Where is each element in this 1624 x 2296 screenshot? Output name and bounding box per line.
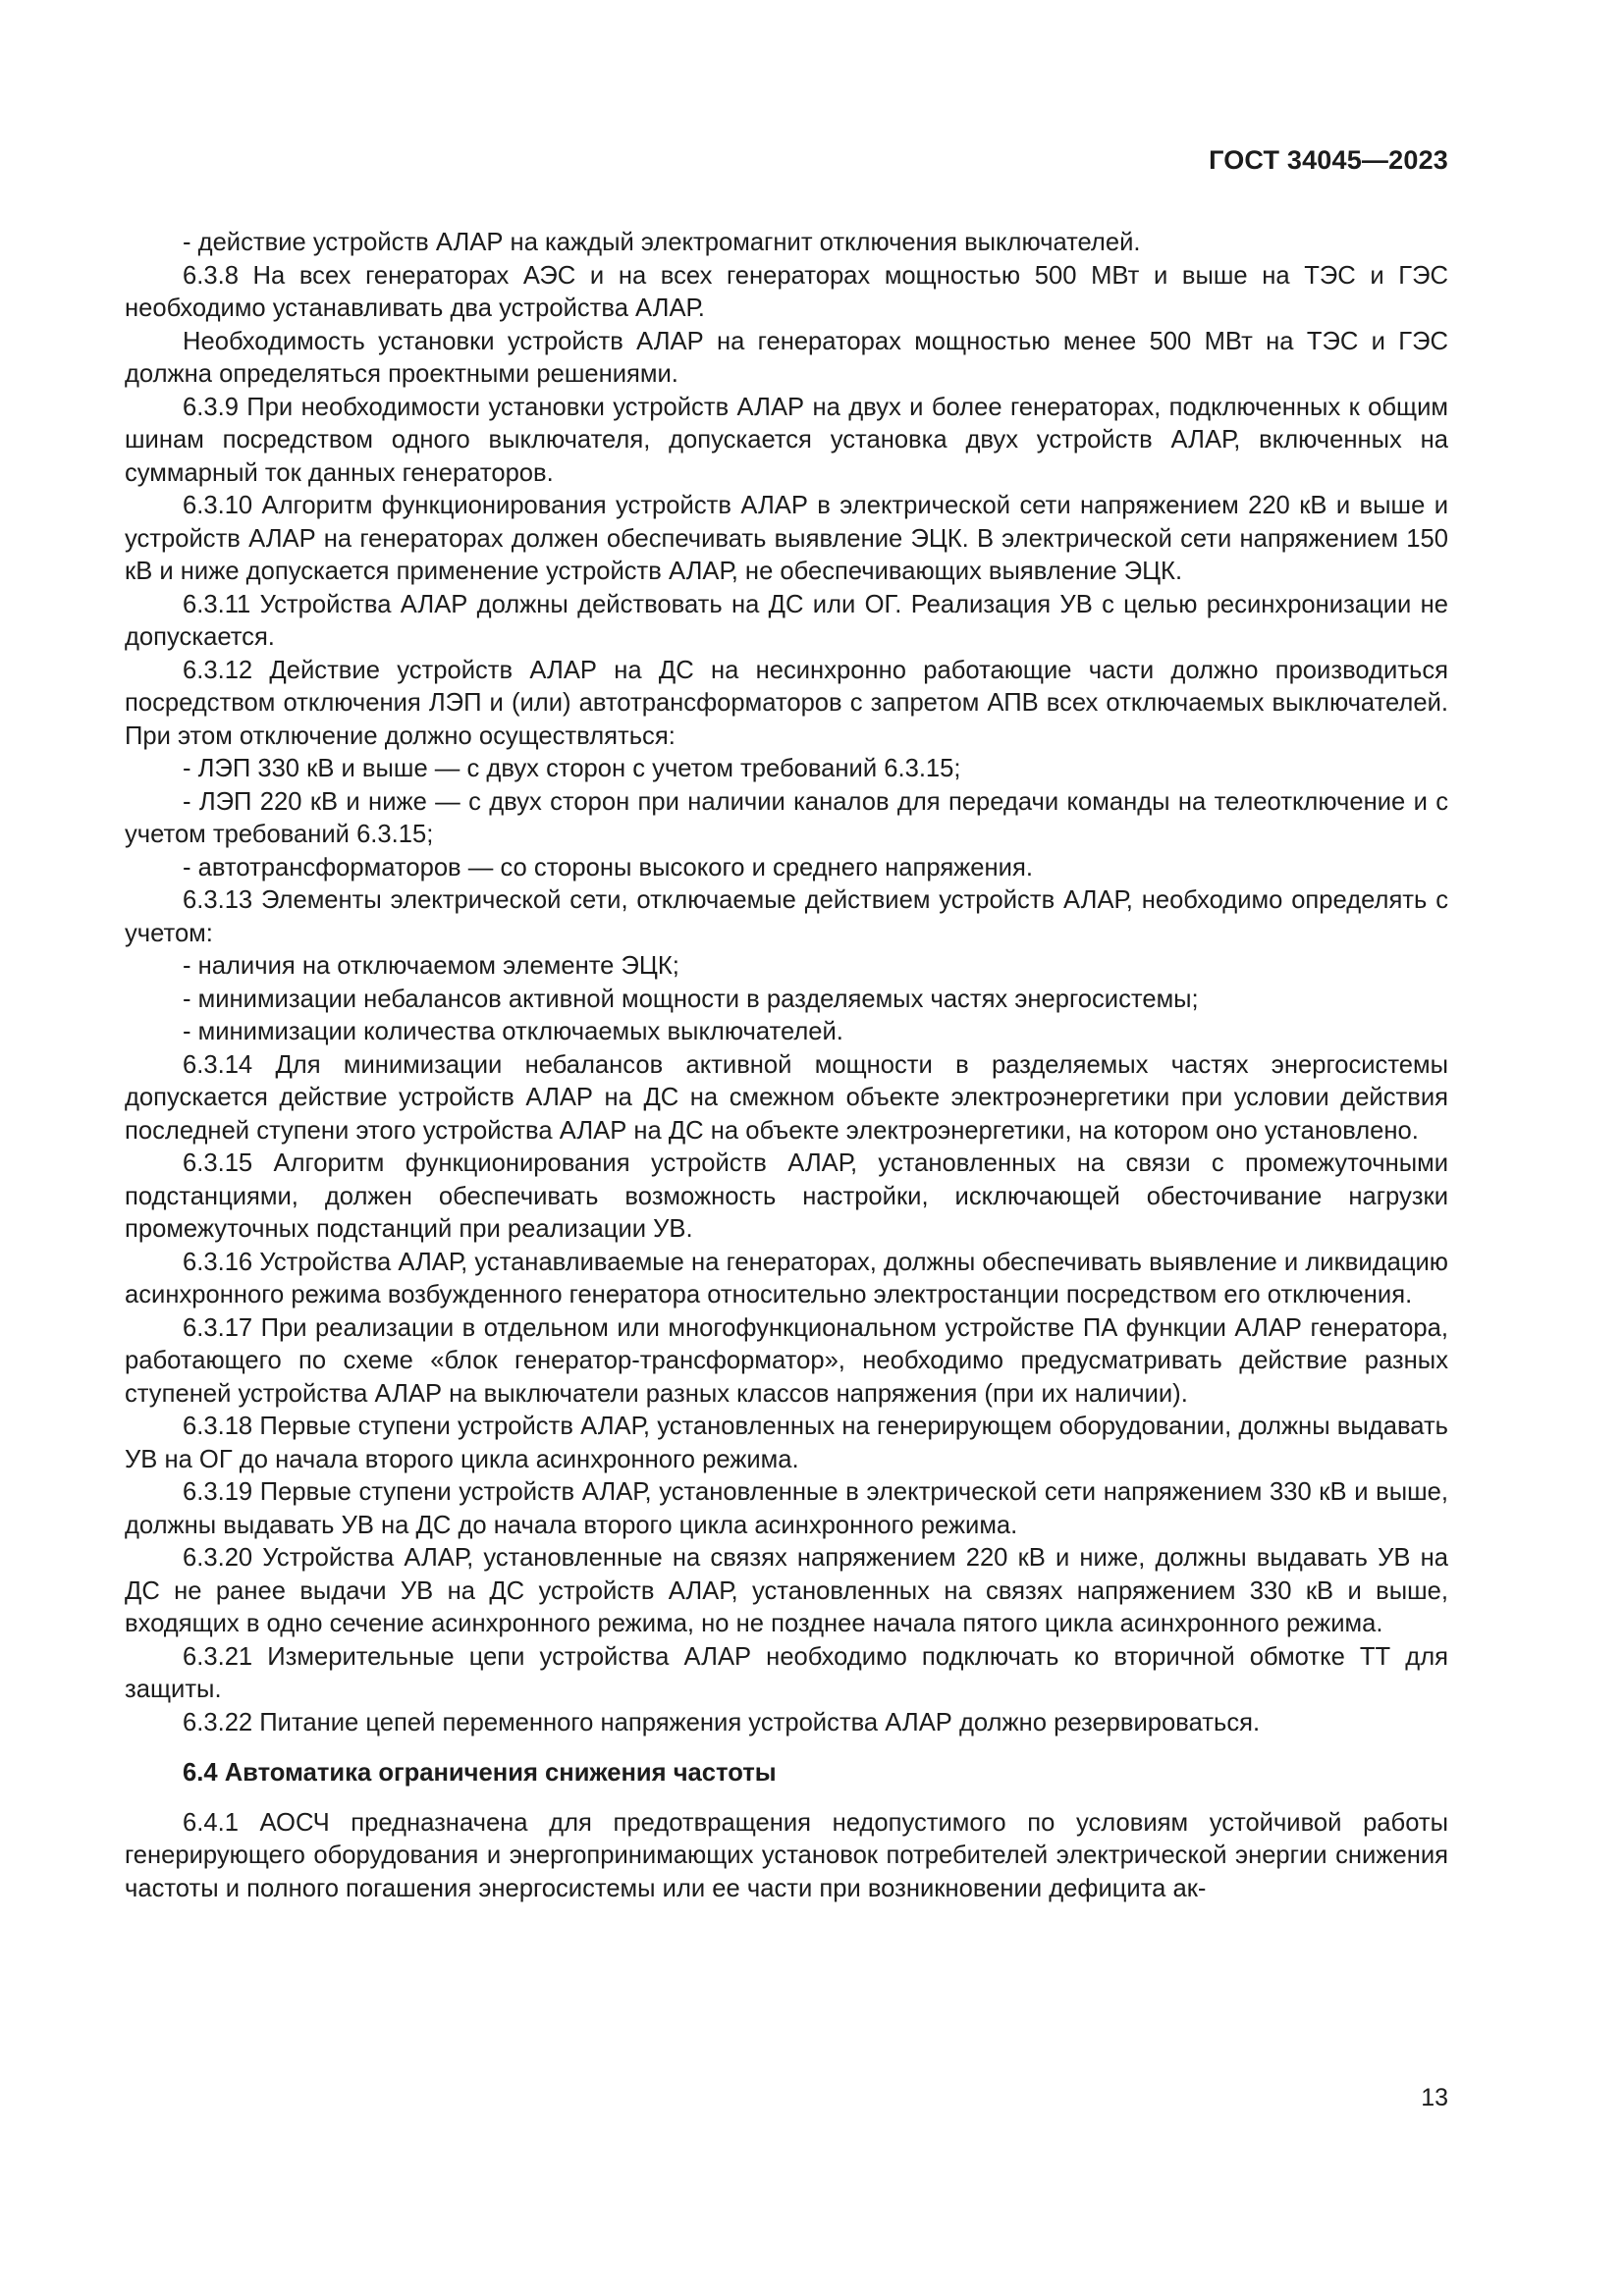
paragraph: 6.3.10 Алгоритм функционирования устройств АЛАР в электрической сети напряжением 220 кВ и выше и устройств АЛАР на генераторах должен обеспечивать выявление ЭЦК. В электрической сети напряжением 150 кВ и ниже допускается применение устройств АЛАР, не обеспечивающих выявление ЭЦК. [125,492,1448,585]
paragraph: 6.3.13 Элементы электрической сети, отключаемые действием устройств АЛАР, необходимо определять с учетом: [125,886,1448,947]
paragraph: 6.4.1 АОСЧ предназначена для предотвращения недопустимого по условиям устойчивой работы генерирующего оборудования и энергопринимающих установок потребителей электрической энергии снижения частоты и полного погашения энергосистемы или ее части при возникновении дефицита ак- [125,1808,1448,1902]
list-item: - минимизации количества отключаемых выключателей. [183,1018,843,1045]
paragraph: 6.3.9 При необходимости установки устройств АЛАР на двух и более генераторах, подключенных к общим шинам посредством одного выключателя, допускается установка двух устройств АЛАР, включенных на суммарный ток данных генераторов. [125,393,1448,487]
paragraph: Необходимость установки устройств АЛАР на генераторах мощностью менее 500 МВт на ТЭС и ГЭС должна определяться проектными решениями. [125,327,1448,388]
standard-designation: ГОСТ 34045—2023 [1209,145,1448,175]
list-item: - автотрансформаторов — со стороны высокого и среднего напряжения. [183,853,1033,881]
section-heading: 6.4 Автоматика ограничения снижения частоты [183,1759,777,1787]
paragraph: 6.3.14 Для минимизации небалансов активной мощности в разделяемых частях энергосистемы допускается действие устройств АЛАР на ДС на смежном объекте электроэнергетики при условии действия последней ступени этого устройства АЛАР на ДС на объекте электроэнергетики, на котором оно установлено. [125,1050,1448,1145]
paragraph: 6.3.22 Питание цепей переменного напряжения устройства АЛАР должно резервироваться. [183,1708,1261,1736]
paragraph: 6.3.19 Первые ступени устройств АЛАР, установленные в электрической сети напряжением 330 кВ и выше, должны выдавать УВ на ДС до начала второго цикла асинхронного режима. [125,1478,1448,1539]
paragraph: 6.3.12 Действие устройств АЛАР на ДС на несинхронно работающие части должно производиться посредством отключения ЛЭП и (или) автотрансформаторов с запретом АПВ всех отключаемых выключателей. При этом отключение должно осуществляться: [125,656,1448,750]
document-body [125,227,1448,1905]
list-item: - ЛЭП 220 кВ и ниже — с двух сторон при наличии каналов для передачи команды на телеотключение и с учетом требований 6.3.15; [125,787,1448,848]
paragraph: 6.3.15 Алгоритм функционирования устройств АЛАР, установленных на связи с промежуточными подстанциями, должен обеспечивать возможность настройки, исключающей обесточивание нагрузки промежуточных подстанций при реализации УВ. [125,1149,1448,1243]
list-item: - ЛЭП 330 кВ и выше — с двух сторон с учетом требований 6.3.15; [183,755,961,782]
page-number: 13 [1421,2084,1448,2111]
paragraph: 6.3.21 Измерительные цепи устройства АЛАР необходимо подключать ко вторичной обмотке ТТ для защиты. [125,1642,1448,1703]
paragraph: 6.3.8 На всех генераторах АЭС и на всех генераторах мощностью 500 МВт и выше на ТЭС и ГЭС необходимо устанавливать два устройства АЛАР. [125,261,1448,322]
paragraph: 6.3.16 Устройства АЛАР, устанавливаемые на генераторах, должны обеспечивать выявление и ликвидацию асинхронного режима возбужденного генератора относительно электростанции посредством его отключения. [125,1248,1448,1308]
paragraph: 6.3.20 Устройства АЛАР, установленные на связях напряжением 220 кВ и ниже, должны выдавать УВ на ДС не ранее выдачи УВ на ДС устройств АЛАР, установленных на связях напряжением 330 кВ и выше, входящих в одно сечение асинхронного режима, но не позднее начала пятого цикла асинхронного режима. [125,1544,1448,1637]
list-item: - минимизации небалансов активной мощности в разделяемых частях энергосистемы; [183,985,1199,1013]
paragraph: 6.3.11 Устройства АЛАР должны действовать на ДС или ОГ. Реализация УВ с целью ресинхронизации не допускается. [125,590,1448,651]
paragraph: 6.3.17 При реализации в отдельном или многофункциональном устройстве ПА функции АЛАР генератора, работающего по схеме «блок генератор-трансформатор», необходимо предусматривать действие разных ступеней устройства АЛАР на выключатели разных классов напряжения (при их наличии). [125,1313,1448,1408]
paragraph: - действие устройств АЛАР на каждый электромагнит отключения выключателей. [183,229,1141,256]
paragraph: 6.3.18 Первые ступени устройств АЛАР, установленных на генерирующем оборудовании, должны выдавать УВ на ОГ до начала второго цикла асинхронного режима. [125,1413,1448,1473]
list-item: - наличия на отключаемом элементе ЭЦК; [183,952,679,980]
